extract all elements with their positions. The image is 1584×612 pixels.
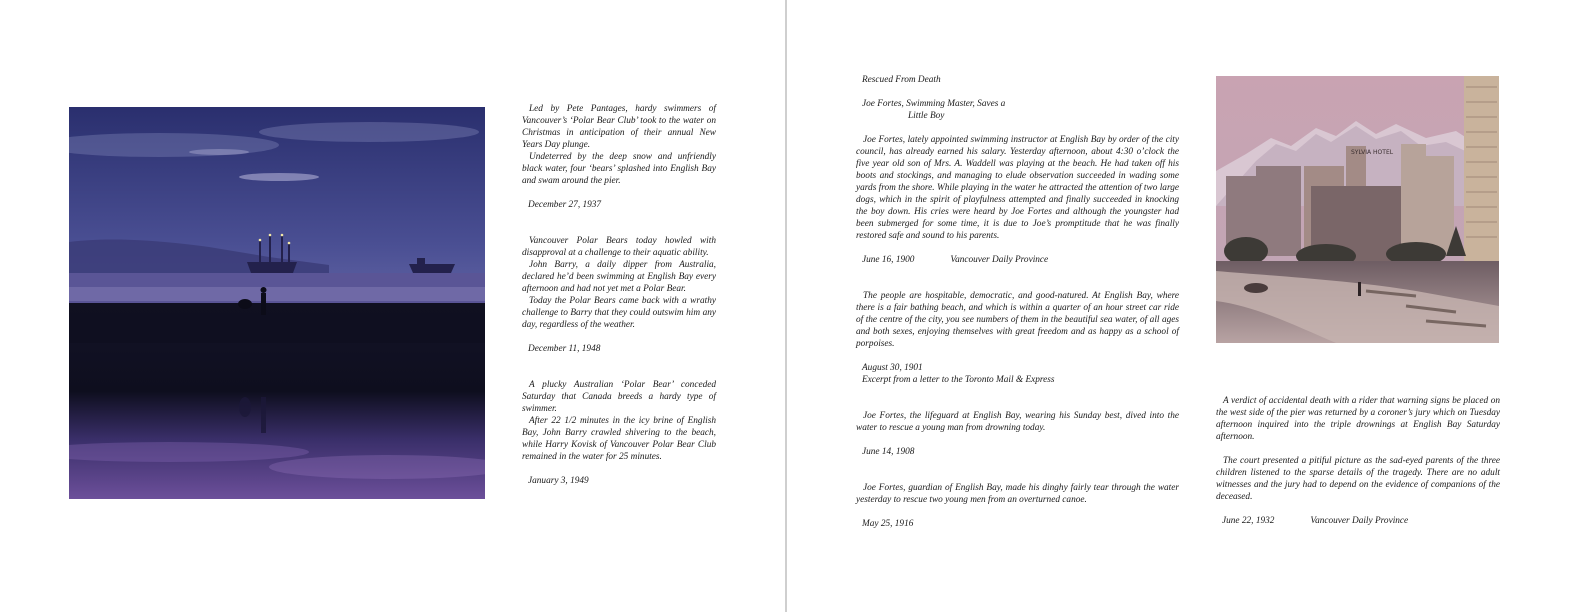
book-gutter xyxy=(785,0,787,612)
english-bay-beach-photo xyxy=(1216,76,1499,343)
article-paragraph: The people are hospitable, democratic, and good-natured. At English Bay, where there is a fair bathing beach, and which is within a quarter of an hour street car ride of the centre of the city, you see numbers of them in the beautiful sea water, of all ages and both sexes, enjoying themselves with great freedom and as happy as a school of porpoises. xyxy=(856,291,1179,349)
article-paragraph: John Barry, a daily dipper from Australia, declared he’d been swimming at English Bay every afternoon and had not yet met a Polar Bear. xyxy=(522,260,716,294)
article-date: August 30, 1901 xyxy=(862,363,923,373)
english-bay-dusk-photo xyxy=(69,107,485,499)
article-paragraph: Led by Pete Pantages, hardy swimmers of Vancouver’s ‘Polar Bear Club’ took to the water on Christmas in anticipation of their annual New Years Day plunge. xyxy=(522,104,716,150)
drowning-inquest-column xyxy=(1216,395,1500,527)
article-note: Excerpt from a letter to the Toronto Mail & Express xyxy=(862,375,1055,385)
joe-fortes-column xyxy=(856,74,1179,530)
article-paragraph: Joe Fortes, the lifeguard at English Bay, wearing his Sunday best, dived into the water to rescue a young man from drowning today. xyxy=(856,411,1179,433)
article-date: June 16, 1900 xyxy=(862,255,915,265)
article-date: May 25, 1916 xyxy=(862,519,914,529)
article-date-line xyxy=(1216,515,1500,527)
headline: Rescued From Death xyxy=(862,75,941,85)
article-date-line xyxy=(856,254,1179,266)
subheadline: Joe Fortes, Swimming Master, Saves a xyxy=(862,99,1006,109)
article-source: Vancouver Daily Province xyxy=(950,255,1049,265)
article-date: June 14, 1908 xyxy=(862,447,915,457)
article-paragraph: Vancouver Polar Bears today howled with disapproval at a challenge to their aquatic ability. xyxy=(522,236,716,258)
subheadline-continued: Little Boy xyxy=(908,111,945,121)
article-date: June 22, 1932 xyxy=(1222,516,1275,526)
article-date: January 3, 1949 xyxy=(528,476,589,486)
article-paragraph: Undeterred by the deep snow and unfriendly black water, four ‘bears’ splashed into English Bay and swam around the pier. xyxy=(522,152,716,186)
article-paragraph: A plucky Australian ‘Polar Bear’ conceded Saturday that Canada breeds a hardy type of swimmer. xyxy=(522,380,716,414)
article-paragraph: A verdict of accidental death with a rider that warning signs be placed on the west side of the pier was returned by a coroner’s jury which on Tuesday afternoon inquired into the triple drownings at English Bay Saturday afternoon. xyxy=(1216,396,1500,442)
article-paragraph: The court presented a pitiful picture as the sad-eyed parents of the three children listened to the sparse details of the tragedy. There are no adult witnesses and the jury had to depend on the evidence of companions of the deceased. xyxy=(1216,456,1500,502)
article-paragraph: Joe Fortes, guardian of English Bay, made his dinghy fairly tear through the water yesterday to rescue two young men from an overturned canoe. xyxy=(856,483,1179,505)
article-paragraph: Joe Fortes, lately appointed swimming instructor at English Bay by order of the city council, has already earned his salary. Yesterday afternoon, about 4:30 o’clock the five year old son of Mrs. A. Waddell was playing at the beach. He had taken off his boots and stockings, and managing to elude observation succeeded in wading some yards from the shore. While playing in the water he attracted the attention of two large dogs, which in the spirit of playfulness attempted and finally succeeded in knocking the boy down. His cries were heard by Joe Fortes and although the youngster had been submerged for some time, it is due to Joe’s promptitude that he was finally restored safe and sound to his parents. xyxy=(856,135,1179,241)
article-date: December 27, 1937 xyxy=(528,200,602,210)
hotel-sign-text: SYLVIA HOTEL xyxy=(1351,149,1394,156)
article-paragraph: Today the Polar Bears came back with a wrathy challenge to Barry that they could outswim him any day, regardless of the weather. xyxy=(522,296,716,330)
polar-bear-column xyxy=(522,103,716,487)
article-paragraph: After 22 1/2 minutes in the icy brine of English Bay, John Barry crawled shivering to the beach, while Harry Kovisk of Vancouver Polar Bear Club remained in the water for 25 minutes. xyxy=(522,416,716,462)
article-date: December 11, 1948 xyxy=(528,344,601,354)
article-source: Vancouver Daily Province xyxy=(1310,516,1409,526)
